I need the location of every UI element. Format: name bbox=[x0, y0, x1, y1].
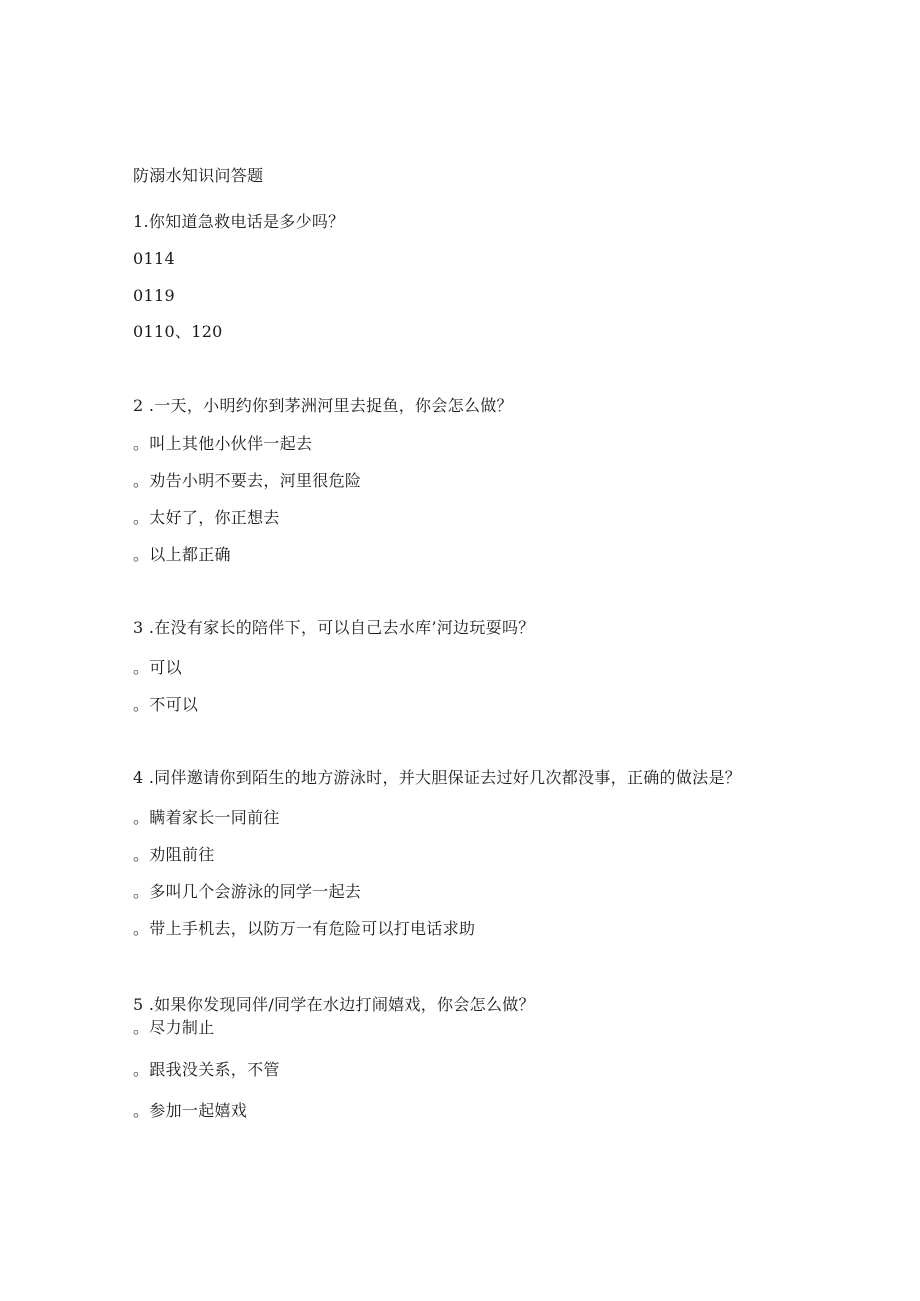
question-4-option-2: 。劝阻前往 bbox=[133, 845, 215, 864]
question-4-option-4: 。带上手机去，以防万一有危险可以打电话求助 bbox=[133, 919, 476, 938]
question-3-prompt: 3 .在没有家长的陪伴下，可以自己去水库’河边玩耍吗？ bbox=[133, 618, 535, 637]
question-2-option-3: 。太好了，你正想去 bbox=[133, 508, 280, 527]
question-3-option-1: 。可以 bbox=[133, 658, 182, 677]
page-title: 防溺水知识问答题 bbox=[133, 166, 264, 185]
question-2-option-2: 。劝告小明不要去，河里很危险 bbox=[133, 471, 362, 490]
question-2-prompt: 2 .一天，小明约你到茅洲河里去捉鱼，你会怎么做？ bbox=[133, 396, 513, 415]
question-1-option-3: 0110、120 bbox=[133, 322, 223, 341]
question-5-prompt: 5 .如果你发现同伴/同学在水边打闹嬉戏，你会怎么做？ bbox=[133, 995, 535, 1014]
question-4-option-1: 。瞒着家长一同前往 bbox=[133, 808, 280, 827]
question-4-prompt: 4 .同伴邀请你到陌生的地方游泳时，并大胆保证去过好几次都没事，正确的做法是？ bbox=[133, 768, 742, 787]
question-1-option-2: 0119 bbox=[133, 286, 175, 305]
question-2-option-1: 。叫上其他小伙伴一起去 bbox=[133, 434, 313, 453]
question-4-option-3: 。多叫几个会游泳的同学一起去 bbox=[133, 882, 362, 901]
question-5-option-1: 。尽力制止 bbox=[133, 1018, 215, 1037]
question-5-option-3: 。参加一起嬉戏 bbox=[133, 1101, 248, 1120]
question-1-prompt: 1.你知道急救电话是多少吗？ bbox=[133, 212, 345, 231]
question-1-option-1: 0114 bbox=[133, 249, 175, 268]
question-3-option-2: 。不可以 bbox=[133, 695, 199, 714]
question-2-option-4: 。以上都正确 bbox=[133, 545, 231, 564]
question-5-option-2: 。跟我没关系，不管 bbox=[133, 1060, 280, 1079]
